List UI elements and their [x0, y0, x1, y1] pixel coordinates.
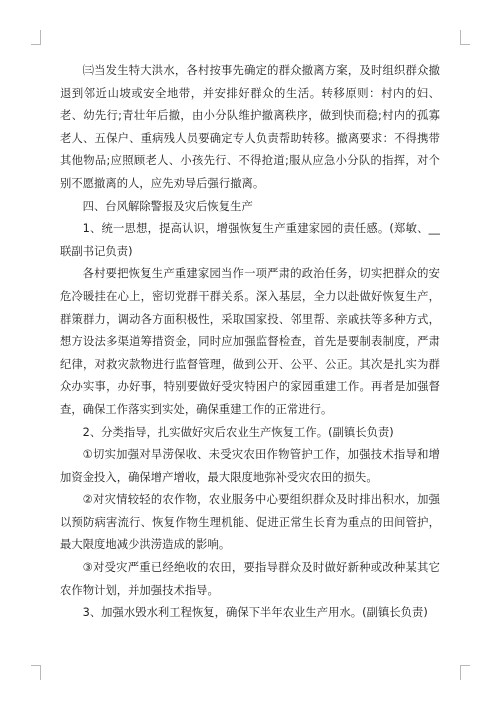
crop-mark-top-left: [31, 30, 41, 45]
crop-mark-bottom-right: [460, 665, 470, 680]
paragraph-point-3: ③对受灾严重已经绝收的农田，要指导群众及时做好新种或改种某其它农作物计划，并加强技术指导。: [60, 561, 440, 597]
section-heading-four: 四、台风解除警报及灾后恢复生产: [82, 199, 253, 213]
item-3-heading: 3、加强水毁水利工程恢复，确保下半年农业生产用水。(副镇长负责): [82, 606, 428, 620]
crop-mark-bottom-left: [31, 665, 41, 680]
item-2-heading: 2、分类指导，扎实做好灾后农业生产恢复工作。(副镇长负责): [82, 425, 394, 439]
paragraph-point-1: ①切实加强对旱涝保收、未受灾农田作物管护工作，加强技术指导和增加资金投入，确保增产增收，最大限度地弥补受灾农田的损失。: [60, 448, 440, 484]
document-body: [60, 60, 440, 625]
paragraph-point-2: ②对灾情较轻的农作物，农业服务中心要组织群众及时排出积水，加强以预防病害流行、恢复作物生理机能、促进正常生长育为重点的田间管护，最大限度地减少洪涝造成的影响。: [60, 493, 440, 552]
item-1-heading: 1、统一思想，提高认识，增强恢复生产重建家园的责任感。(郑敏、__联副书记负责): [60, 222, 440, 258]
paragraph-evacuation: ㈢当发生特大洪水，各村按事先确定的群众撤离方案，及时组织群众撤退到邻近山坡或安全地带，并安排好群众的生活。转移原则：村内的妇、老、幼先行;青壮年后撤，由小分队维护撤离秩序，做到快而稳;村内的孤寡老人、五保户、重病残人员要确定专人负责帮助转移。撤离要求：不得携带其他物品;应照顾老人、小孩先行、不得抢道;服从应急小分队的指挥，对个别不愿撤离的人，应先劝导后强行撤离。: [60, 64, 440, 190]
paragraph-rebuild: 各村要把恢复生产重建家园当作一项严肃的政治任务，切实把群众的安危冷暖挂在心上，密切党群干群关系。深入基层，全力以赴做好恢复生产，群策群力，调动各方面积极性，采取国家投、邻里帮、亲戚扶等多种方式，想方设法多渠道筹措资金，同时应加强监督检查，首先是要制表制度，严肃纪律，对救灾款物进行监督管理，做到公开、公平、公正。其次是扎实为群众办实事，办好事，特别要做好受灾特困户的家园重建工作。再者是加强督查，确保工作落实到实处，确保重建工作的正常进行。: [60, 267, 440, 416]
crop-mark-top-right: [460, 30, 470, 45]
